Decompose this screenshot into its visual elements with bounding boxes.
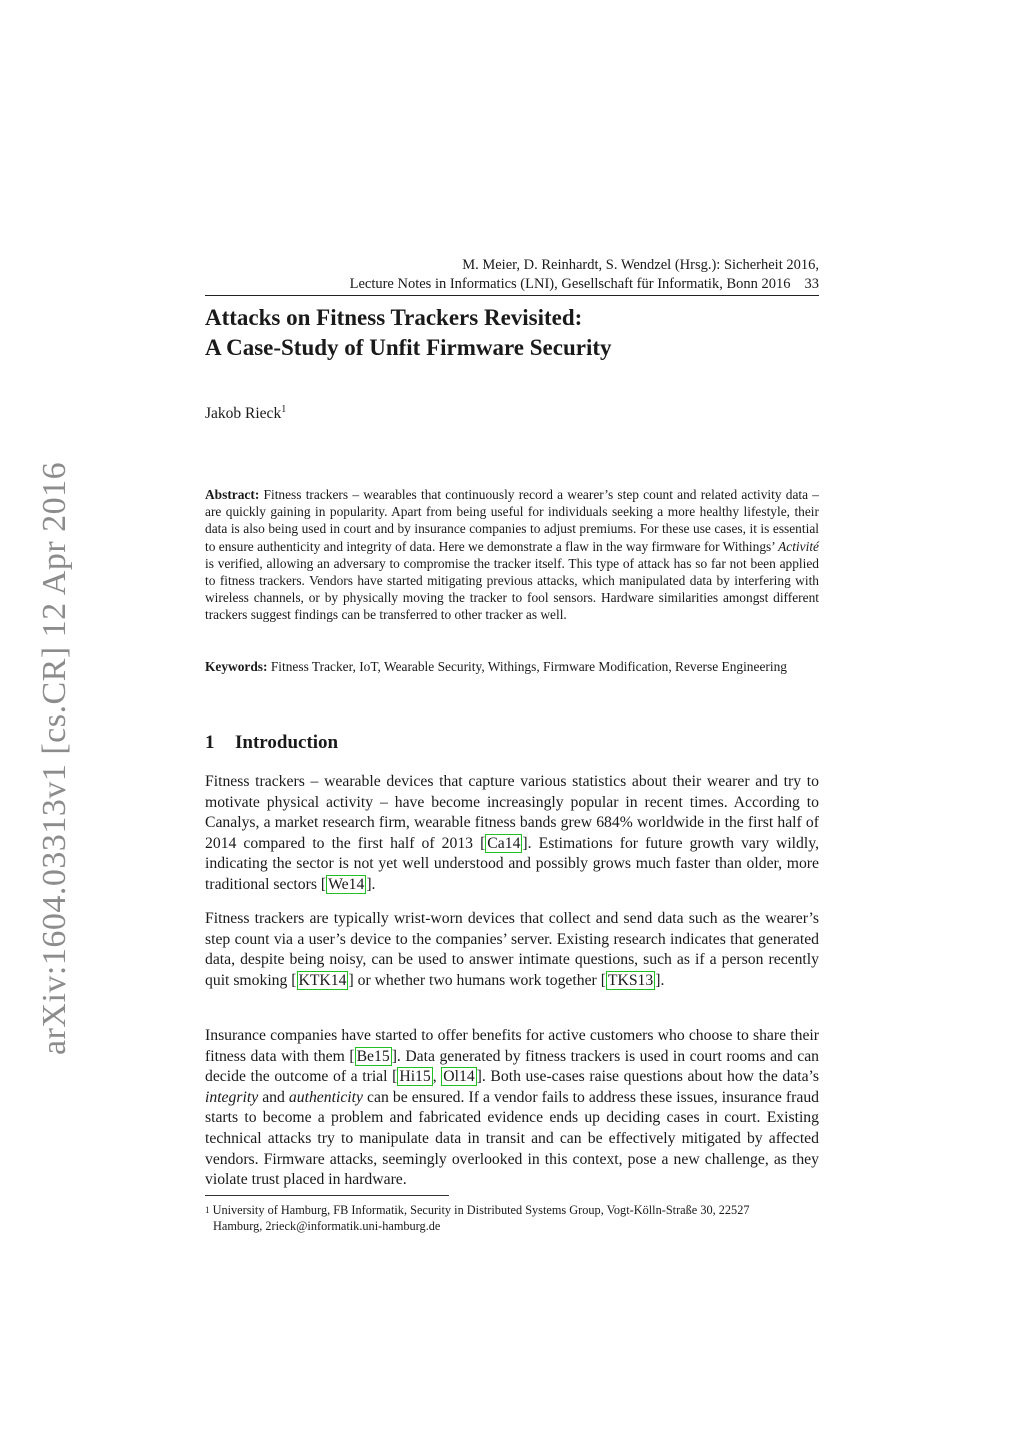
emphasis-integrity: integrity (205, 1088, 259, 1106)
paragraph-text: ]. Both use-cases raise questions about how the data’s (476, 1068, 819, 1086)
abstract-label: Abstract: (205, 487, 260, 502)
citation-separator: , (432, 1068, 442, 1086)
keywords-text: Fitness Tracker, IoT, Wearable Security, Withings, Firmware Modification, Reverse Engineering (270, 659, 787, 674)
citation-link[interactable]: KTK14 (298, 971, 347, 989)
footnote-line2: Hamburg, 2rieck@informatik.uni-hamburg.de (213, 1219, 441, 1233)
title-line2: A Case-Study of Unfit Firmware Security (205, 335, 612, 360)
abstract (205, 486, 819, 624)
footnote-affiliation: University of Hamburg, FB Informatik, Security in Distributed Systems Group, Vogt-Kölln-Straße 30, 22527 (212, 1203, 750, 1217)
header-venue: Lecture Notes in Informatics (LNI), Gesellschaft für Informatik, Bonn 2016 (349, 276, 791, 292)
keywords (205, 656, 819, 678)
paragraph-text: ]. Estimations for future growth vary wildly, indicating the sector is not yet well understood and possibly grows much faster than older, more traditional sectors [ (205, 834, 819, 893)
citation-link[interactable]: Be15 (356, 1047, 390, 1065)
author-footnote-mark: 1 (281, 404, 287, 415)
paragraph-text: ]. (655, 971, 665, 989)
citation-link[interactable]: TKS13 (607, 971, 654, 989)
arxiv-stamp: arXiv:1604.03313v1 [cs.CR] 12 Apr 2016 (36, 461, 73, 1055)
title-line1: Attacks on Fitness Trackers Revisited: (205, 305, 583, 330)
section-number: 1 (205, 732, 215, 753)
paragraph-text: Fitness trackers are typically wrist-worn devices that collect and send data such as the wearer’s step count via a user’s device to the companies’ server. Existing research indicates that generated data, despite being noisy, can be used to answer intimate questions, such as if a person recently quit smoking [ (205, 910, 819, 989)
footnote-line1 (205, 1202, 819, 1218)
citation-link[interactable]: We14 (328, 875, 365, 893)
intro-paragraph-3 (205, 1026, 819, 1191)
header-rule (205, 295, 819, 296)
keywords-label: Keywords: (205, 659, 268, 674)
citation-link[interactable]: Ol14 (443, 1068, 475, 1086)
intro-paragraph-2 (205, 909, 819, 991)
paragraph-text: ] or whether two humans work together [ (348, 971, 606, 989)
footnote-mark: 1 (205, 1205, 210, 1215)
paragraph-text: Insurance companies have started to offer benefits for active customers who choose to share their fitness data with them [ (205, 1027, 819, 1065)
section-heading (205, 732, 338, 754)
paragraph-text: ]. (366, 875, 376, 893)
paragraph-text: can be ensured. If a vendor fails to address these issues, insurance fraud starts to become a problem and fabricated evidence ends up deciding cases in court. Existing technical attacks try to manipulate data in transit and can be effectively mitigated by affected vendors. Firmware attacks, seemingly overlooked in this context, pose a new challenge, as they violate trust placed in hardware. (205, 1088, 820, 1189)
paragraph-text: Fitness trackers – wearable devices that capture various statistics about their wearer and try to motivate physical activity – have become increasingly popular in recent times. According to Canalys, a market research firm, wearable fitness bands grew 684% worldwide in the first half of 2014 compared to the first half of 2013 [ (205, 773, 819, 852)
author (205, 404, 286, 423)
running-header-line1: M. Meier, D. Reinhardt, S. Wendzel (Hrsg.): Sicherheit 2016, (462, 257, 819, 273)
citation-link[interactable]: Ca14 (487, 834, 521, 852)
running-header-line2 (205, 276, 819, 293)
footnote (205, 1202, 819, 1234)
intro-paragraph-1 (205, 772, 819, 896)
footnote-rule (205, 1195, 449, 1196)
abstract-text-b: is verified, allowing an adversary to compromise the tracker itself. This type of attack has so far not been applied to fitness trackers. Vendors have started mitigating previous attacks, which manipulated data by interfering with wireless channels, or by physically moving the tracker to fool sensors. Hardware similarities amongst different trackers suggest findings can be transferred to other tracker as well. (205, 555, 819, 623)
paragraph-text: ]. Data generated by fitness trackers is used in court rooms and can decide the outcome of a trial [ (205, 1047, 819, 1086)
paper-title (205, 303, 819, 363)
abstract-text-a: Fitness trackers – wearables that continuously record a wearer’s step count and related activity data – are quickly gaining in popularity. Apart from being useful for individuals seeking a more healthy lifestyle, their data is also being used in court and by insurance companies to adjust premiums. For these use cases, it is essential to ensure authenticity and integrity of data. Here we demonstrate a flaw in the way firmware for Withings’ (205, 487, 819, 554)
paragraph-text: and (258, 1088, 289, 1106)
citation-link[interactable]: Hi15 (399, 1068, 431, 1086)
section-title: Introduction (235, 732, 339, 753)
author-name: Jakob Rieck (205, 405, 282, 423)
emphasis-authenticity: authenticity (288, 1088, 363, 1106)
page-number: 33 (804, 276, 819, 292)
abstract-device-name: Activité (778, 538, 819, 554)
